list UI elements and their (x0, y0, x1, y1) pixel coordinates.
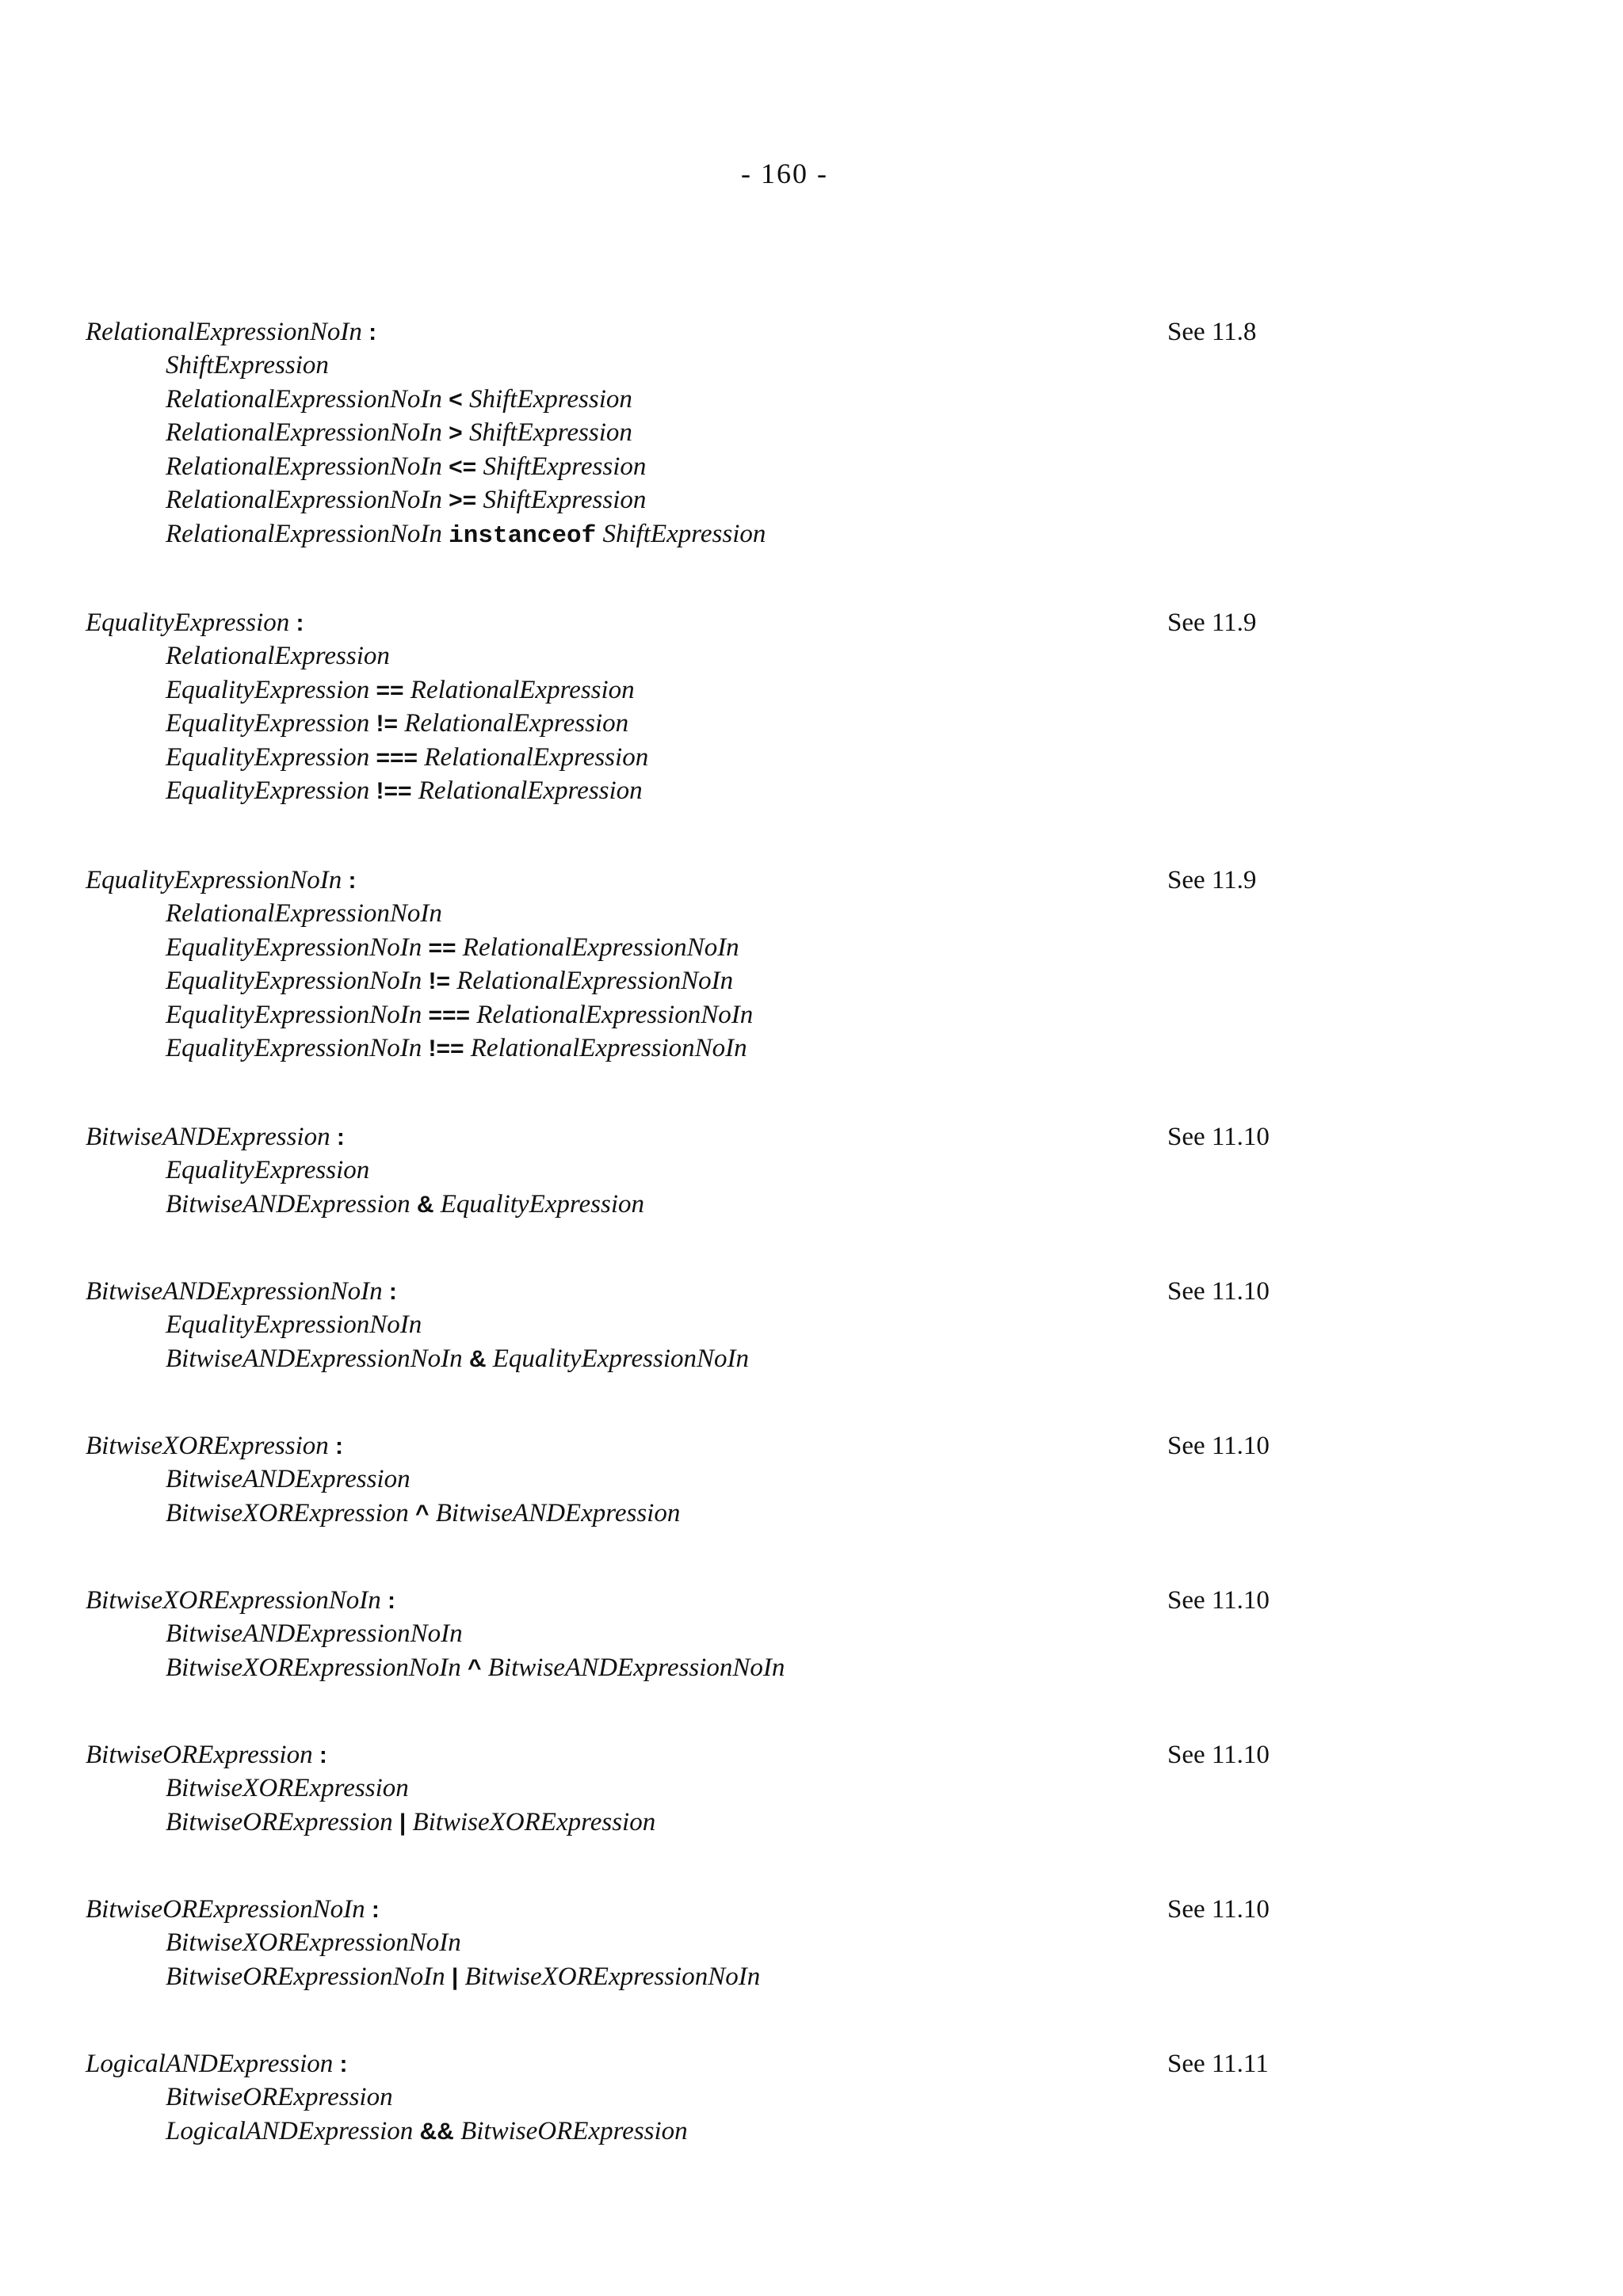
nonterminal: EqualityExpressionNoIn (86, 866, 342, 894)
nonterminal: RelationalExpressionNoIn (456, 967, 734, 996)
production-alternative (86, 1463, 1322, 1497)
production-alternative (86, 483, 1322, 517)
nonterminal: EqualityExpressionNoIn (166, 933, 422, 962)
nonterminal: EqualityExpression (166, 709, 370, 738)
nonterminal: RelationalExpressionNoIn (470, 1034, 747, 1063)
nonterminal: EqualityExpressionNoIn (492, 1344, 749, 1373)
nonterminal: RelationalExpressionNoIn (166, 452, 442, 481)
production-alternative (86, 1960, 1322, 1994)
production-alternative (86, 774, 1322, 808)
section-reference: See 11.10 (1167, 1741, 1270, 1769)
production-lhs (86, 606, 1322, 639)
operator-terminal: && (419, 2118, 454, 2145)
production-colon: : (334, 1433, 343, 1459)
production-lhs (86, 1893, 1322, 1926)
operator-terminal: ^ (414, 1500, 430, 1527)
nonterminal: RelationalExpression (418, 776, 643, 806)
nonterminal: RelationalExpression (166, 642, 390, 670)
production-alternative (86, 1617, 1322, 1651)
operator-terminal: !== (376, 778, 412, 805)
nonterminal: BitwiseXORExpression (166, 1774, 409, 1802)
production-alternative (86, 639, 1322, 673)
production-alternative (86, 450, 1322, 484)
nonterminal: RelationalExpressionNoIn (166, 418, 442, 448)
nonterminal: BitwiseANDExpressionNoIn (166, 1344, 463, 1373)
production-alternative (86, 931, 1322, 965)
production-alternative (86, 517, 1322, 551)
production-lhs (86, 1275, 1322, 1308)
production-lhs (86, 2047, 1322, 2081)
nonterminal: RelationalExpression (410, 675, 635, 704)
page-number: - 160 - (741, 158, 828, 189)
production-colon: : (369, 319, 377, 345)
production-alternative (86, 897, 1322, 931)
production-colon: : (336, 1124, 345, 1150)
nonterminal: BitwiseANDExpression (166, 1189, 411, 1219)
nonterminal: EqualityExpressionNoIn (166, 1310, 422, 1339)
production-alternative (86, 707, 1322, 741)
production (86, 315, 1322, 551)
production-alternative (86, 1188, 1322, 1222)
operator-terminal: <= (449, 453, 477, 480)
operator-terminal: === (428, 1001, 471, 1028)
operator-terminal: & (468, 1345, 487, 1372)
production-alternative (86, 998, 1322, 1032)
nonterminal: EqualityExpression (440, 1189, 644, 1219)
nonterminal: RelationalExpressionNoIn (166, 899, 442, 928)
keyword-terminal: instanceof (449, 521, 597, 550)
production (86, 606, 1322, 808)
production-alternative (86, 416, 1322, 450)
section-reference: See 11.11 (1167, 2050, 1269, 2078)
nonterminal: RelationalExpressionNoIn (166, 384, 442, 414)
production-alternative (86, 1806, 1322, 1840)
nonterminal: BitwiseXORExpression (166, 1498, 409, 1527)
production-colon: : (319, 1742, 327, 1768)
nonterminal: BitwiseORExpression (166, 1807, 393, 1836)
nonterminal: BitwiseXORExpression (412, 1807, 656, 1836)
nonterminal: BitwiseXORExpressionNoIn (166, 1928, 461, 1957)
nonterminal: BitwiseXORExpressionNoIn (464, 1962, 761, 1991)
operator-terminal: | (451, 1963, 459, 1990)
nonterminal: BitwiseANDExpression (86, 1123, 330, 1151)
nonterminal: RelationalExpressionNoIn (86, 318, 362, 346)
production (86, 1429, 1322, 1530)
production (86, 1275, 1322, 1375)
production-lhs (86, 1738, 1322, 1772)
production-alternative (86, 2081, 1322, 2115)
section-reference: See 11.10 (1167, 1432, 1270, 1460)
nonterminal: RelationalExpressionNoIn (462, 933, 739, 962)
production-alternative (86, 1926, 1322, 1960)
production-alternative (86, 1342, 1322, 1376)
nonterminal: ShiftExpression (483, 452, 647, 481)
nonterminal: EqualityExpression (166, 675, 370, 704)
production-alternative (86, 964, 1322, 998)
nonterminal: BitwiseANDExpressionNoIn (166, 1619, 463, 1648)
nonterminal: BitwiseANDExpressionNoIn (487, 1653, 785, 1682)
production-colon: : (296, 610, 304, 636)
nonterminal: BitwiseANDExpression (435, 1498, 681, 1527)
nonterminal: ShiftExpression (166, 351, 329, 379)
operator-terminal: | (399, 1809, 407, 1836)
nonterminal: LogicalANDExpression (166, 2116, 414, 2145)
nonterminal: EqualityExpression (86, 608, 290, 637)
nonterminal: RelationalExpression (404, 709, 629, 738)
operator-terminal: === (376, 744, 418, 771)
production-lhs (86, 1429, 1322, 1463)
operator-terminal: > (449, 420, 463, 447)
production-lhs (86, 315, 1322, 349)
operator-terminal: != (376, 711, 398, 738)
nonterminal: RelationalExpressionNoIn (166, 486, 442, 515)
section-reference: See 11.10 (1167, 1895, 1270, 1924)
production (86, 1120, 1322, 1221)
production (86, 864, 1322, 1066)
nonterminal: BitwiseANDExpressionNoIn (86, 1277, 383, 1306)
production-alternative (86, 2115, 1322, 2149)
production-colon: : (371, 1897, 380, 1923)
nonterminal: BitwiseXORExpression (86, 1432, 329, 1460)
nonterminal: BitwiseORExpression (460, 2116, 688, 2145)
production (86, 1584, 1322, 1684)
operator-terminal: >= (449, 487, 477, 514)
production-lhs (86, 1120, 1322, 1154)
nonterminal: BitwiseXORExpressionNoIn (166, 1653, 461, 1682)
production-alternative (86, 1032, 1322, 1066)
nonterminal: EqualityExpression (166, 776, 370, 806)
section-reference: See 11.9 (1167, 866, 1257, 894)
operator-terminal: & (416, 1191, 434, 1218)
operator-terminal: < (449, 386, 463, 413)
nonterminal: ShiftExpression (468, 418, 632, 448)
nonterminal: EqualityExpressionNoIn (166, 1034, 422, 1063)
production-alternative (86, 383, 1322, 417)
production-alternative (86, 1154, 1322, 1188)
operator-terminal: == (376, 677, 404, 704)
nonterminal: ShiftExpression (602, 519, 766, 548)
production-colon: : (339, 2051, 348, 2077)
production-alternative (86, 1308, 1322, 1342)
nonterminal: ShiftExpression (468, 384, 632, 414)
production-colon: : (387, 1588, 395, 1614)
nonterminal: EqualityExpression (166, 1156, 370, 1184)
nonterminal: BitwiseANDExpression (166, 1465, 411, 1493)
operator-terminal: !== (428, 1035, 464, 1062)
nonterminal: LogicalANDExpression (86, 2050, 334, 2078)
section-reference: See 11.9 (1167, 608, 1257, 637)
nonterminal: ShiftExpression (483, 486, 647, 515)
production (86, 1738, 1322, 1839)
production (86, 2047, 1322, 2148)
operator-terminal: ^ (467, 1654, 482, 1681)
production-lhs (86, 1584, 1322, 1617)
nonterminal: BitwiseORExpressionNoIn (166, 1962, 445, 1991)
section-reference: See 11.10 (1167, 1586, 1270, 1615)
production-alternative (86, 673, 1322, 707)
nonterminal: BitwiseORExpressionNoIn (86, 1895, 365, 1924)
production (86, 1893, 1322, 1993)
nonterminal: EqualityExpressionNoIn (166, 1000, 422, 1029)
nonterminal: BitwiseORExpression (166, 2083, 393, 2111)
nonterminal: RelationalExpressionNoIn (476, 1000, 754, 1029)
production-alternative (86, 1772, 1322, 1806)
production-colon: : (348, 868, 357, 894)
section-reference: See 11.10 (1167, 1277, 1270, 1306)
section-reference: See 11.10 (1167, 1123, 1270, 1151)
operator-terminal: == (428, 934, 456, 961)
nonterminal: RelationalExpression (424, 742, 649, 772)
operator-terminal: != (428, 968, 450, 995)
section-reference: See 11.8 (1167, 318, 1257, 346)
nonterminal: BitwiseORExpression (86, 1741, 313, 1769)
nonterminal: EqualityExpressionNoIn (166, 967, 422, 996)
production-alternative (86, 741, 1322, 775)
production-colon: : (388, 1279, 397, 1305)
nonterminal: BitwiseXORExpressionNoIn (86, 1586, 381, 1615)
production-alternative (86, 1497, 1322, 1531)
production-alternative (86, 1651, 1322, 1685)
production-lhs (86, 864, 1322, 897)
nonterminal: EqualityExpression (166, 742, 370, 772)
production-alternative (86, 349, 1322, 383)
nonterminal: RelationalExpressionNoIn (166, 519, 442, 548)
